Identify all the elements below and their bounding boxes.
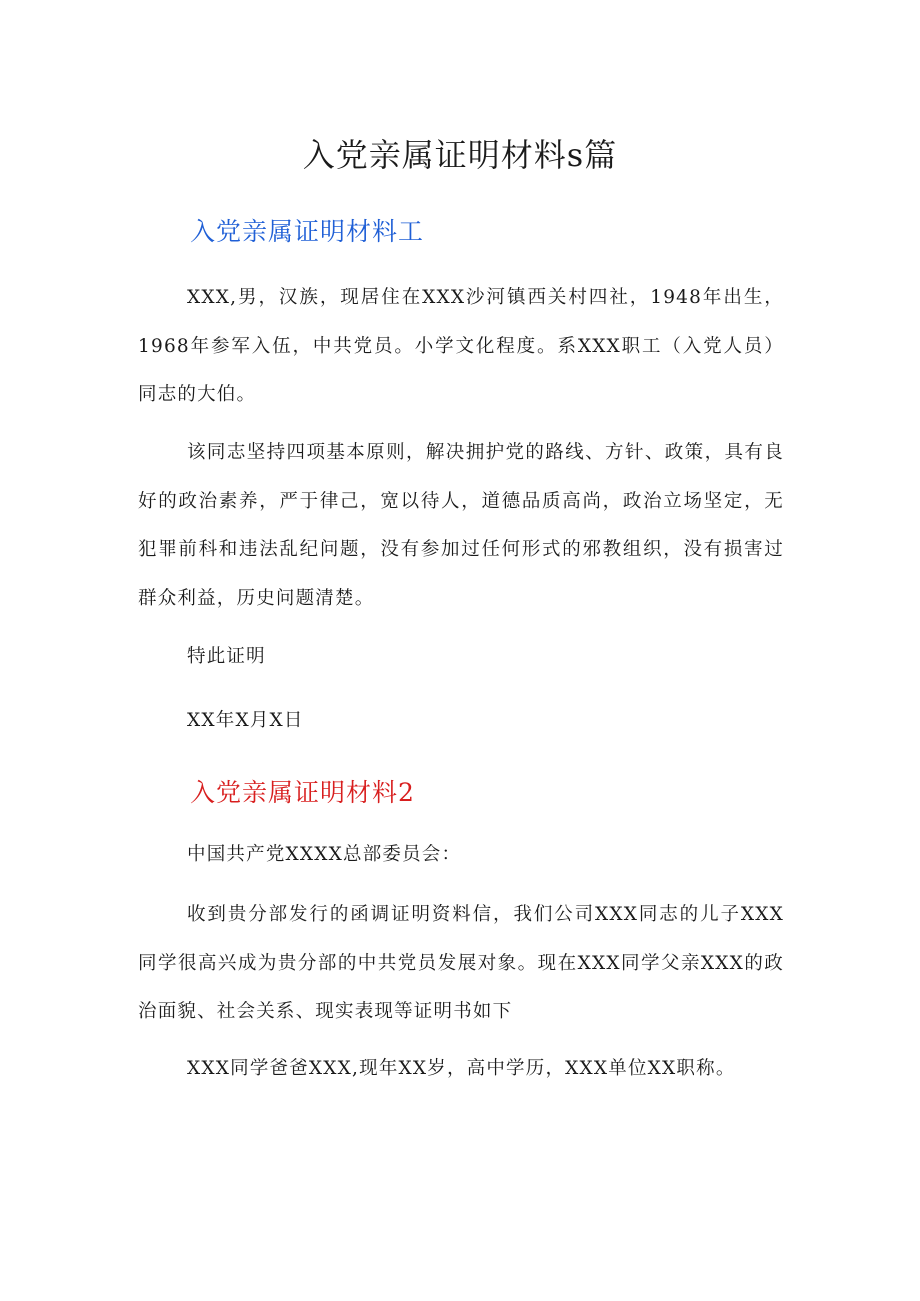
section-1-heading: 入党亲属证明材料工 [190, 217, 425, 246]
section-2-salutation: 中国共产党XXXX总部委员会： [187, 844, 462, 865]
section-1-date-line: XX年X月X日 [187, 710, 304, 731]
section-1-paragraph-2: 该同志坚持四项基本原则，解决拥护党的路线、方针、政策，具有良好的政治素养，严于律己，宽以待人，道德品质高尚，政治立场坚定，无犯罪前科和违法乱纪问题，没有参加过任何形式的邪教组织，没有损害过群众利益，历史问题清楚。 [138, 442, 784, 609]
section-1-certification-line: 特此证明 [187, 646, 266, 667]
section-1-paragraph-1: XXX,男，汉族，现居住在XXX沙河镇西关村四社，1948年出生，1968年参军入伍，中共党员。小学文化程度。系XXX职工（入党人员）同志的大伯。 [138, 287, 784, 405]
section-2-paragraph-2: XXX同学爸爸XXX,现年XX岁，高中学历，XXX单位XX职称。 [187, 1058, 736, 1079]
section-2-paragraph-1: 收到贵分部发行的函调证明资料信，我们公司XXX同志的儿子XXX同学很高兴成为贵分部的中共党员发展对象。现在XXX同学父亲XXX的政治面貌、社会关系、现实表现等证明书如下 [138, 904, 784, 1022]
document-title: 入党亲属证明材料s篇 [302, 136, 618, 174]
section-2-heading: 入党亲属证明材料2 [190, 778, 415, 807]
